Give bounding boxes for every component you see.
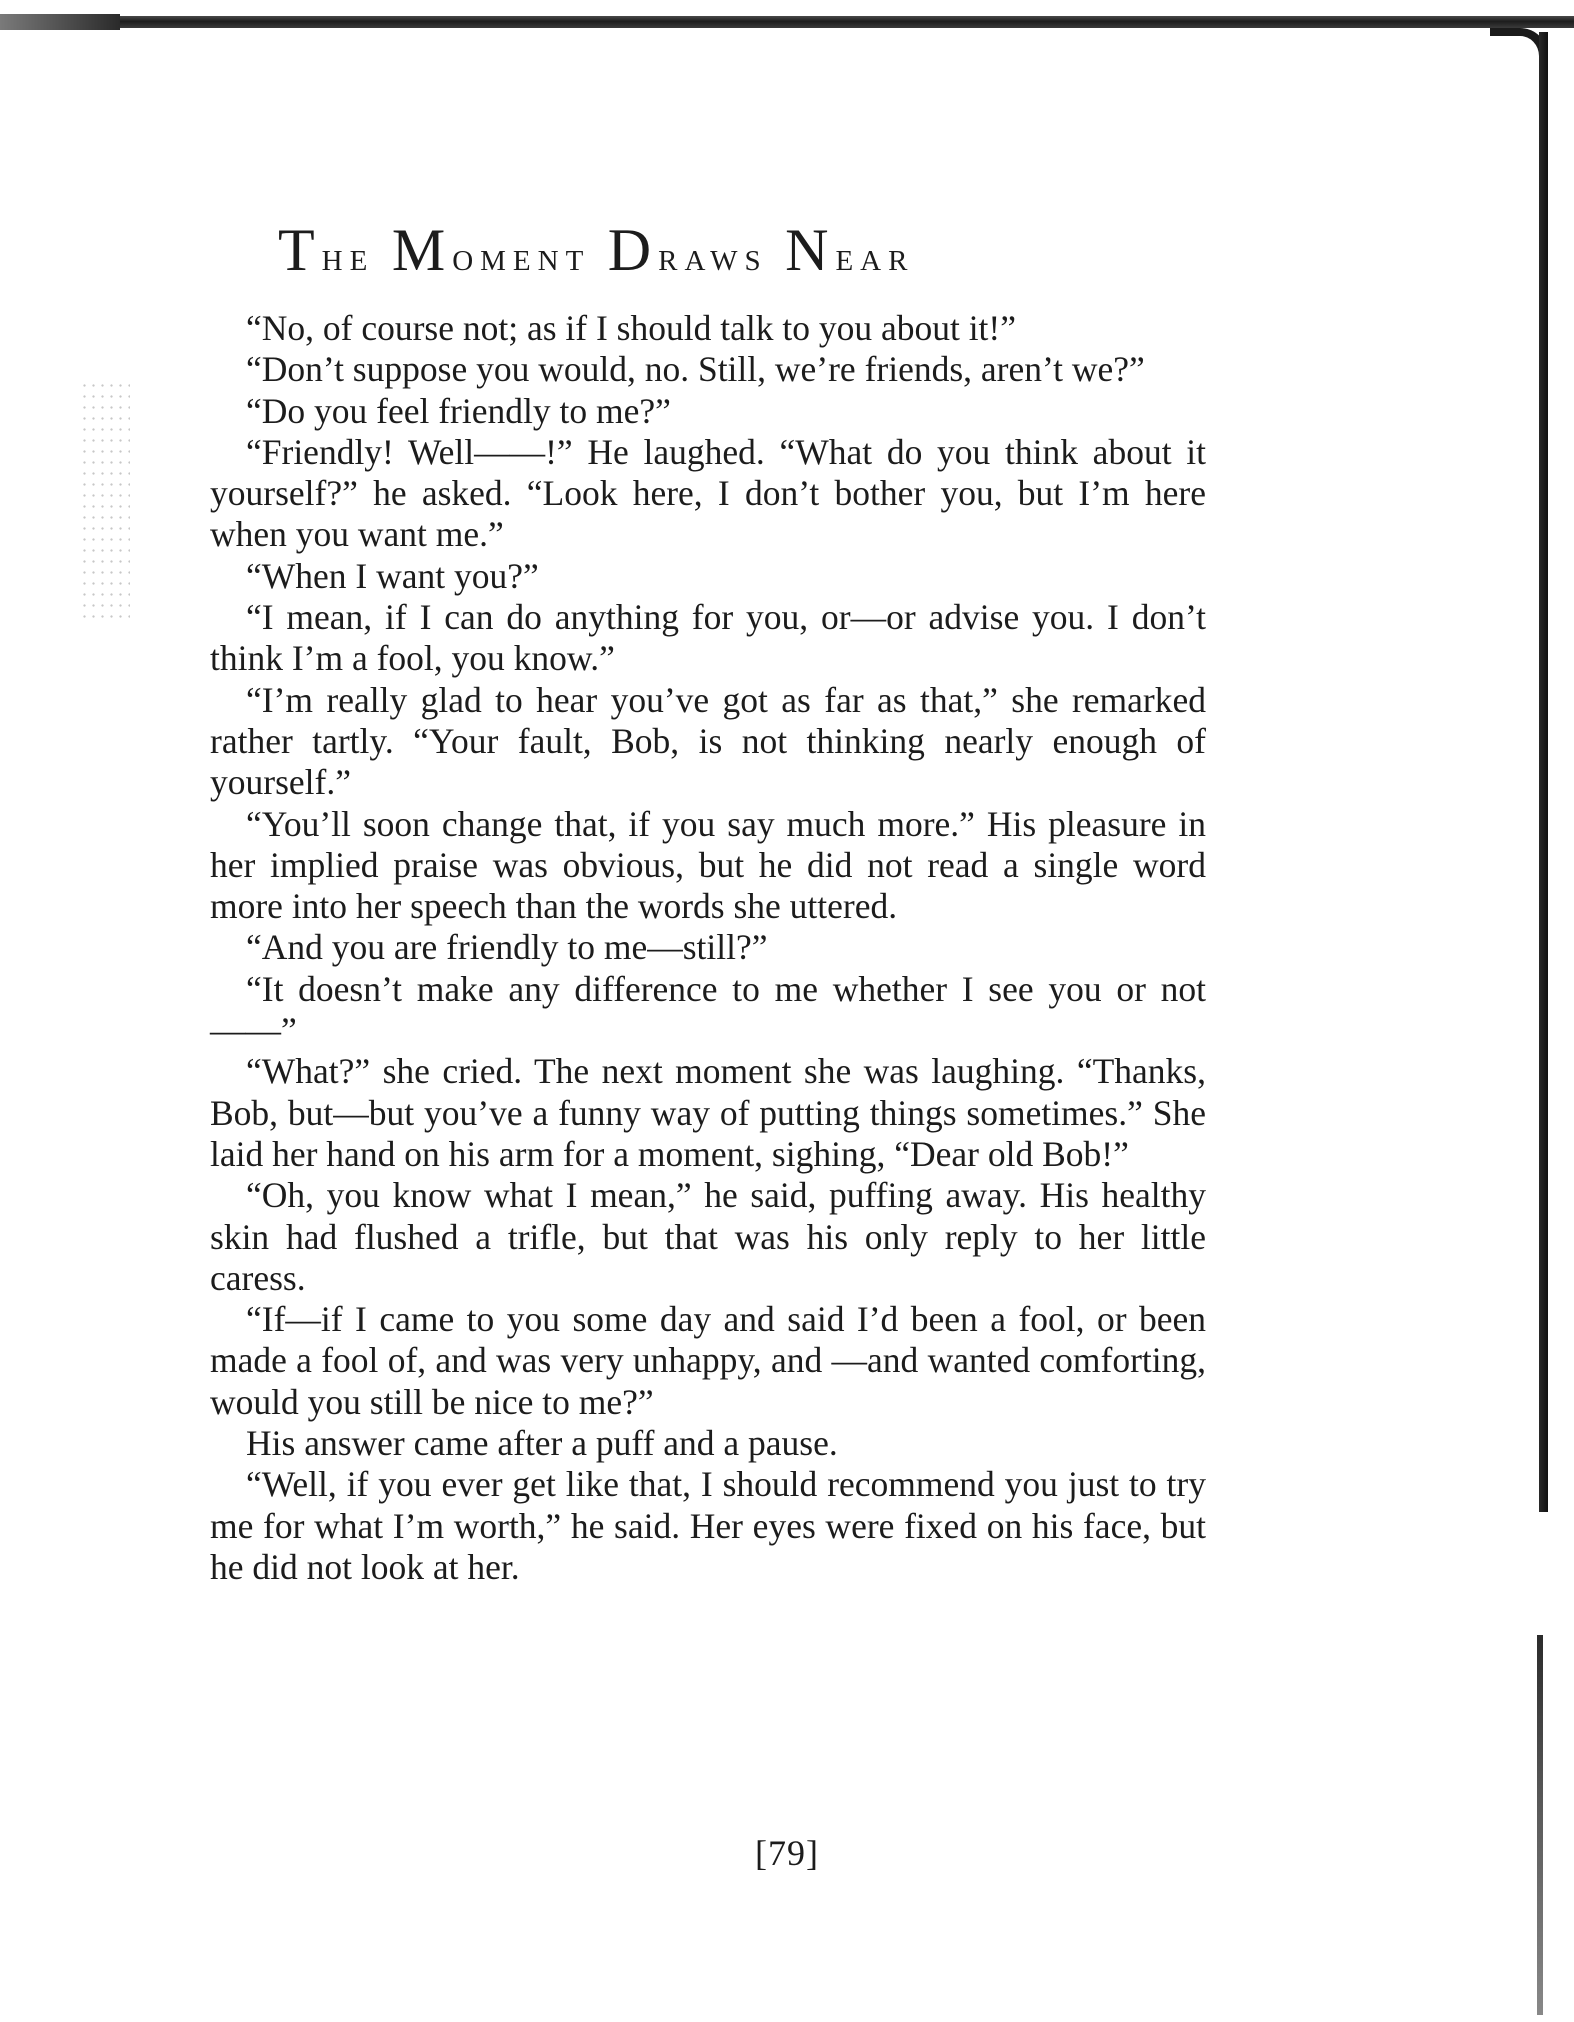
paragraph: “Oh, you know what I mean,” he said, puffing away. His healthy skin had flushed a trifle, but that was his only reply to her little caress. <box>210 1175 1206 1298</box>
paragraph: “Do you feel friendly to me?” <box>246 390 671 431</box>
paragraph: “Well, if you ever get like that, I should recommend you just to try me for what I’m worth,” he said. Her eyes were fixed on his face, but he did not look at her. <box>210 1464 1206 1587</box>
scan-right-edge <box>1539 32 1548 1512</box>
scan-right-lower-edge <box>1537 1635 1543 2015</box>
paragraph: “When I want you?” <box>246 555 539 596</box>
paragraph: “It doesn’t make any difference to me whether I see you or not——” <box>210 968 1206 1051</box>
paragraph: His answer came after a puff and a pause. <box>246 1423 838 1464</box>
scan-top-edge <box>0 16 1574 28</box>
paragraph: “I mean, if I can do anything for you, or—or advise you. I don’t think I’m a fool, you know.” <box>210 597 1206 679</box>
running-head-word-4: ear <box>835 234 915 280</box>
book-page <box>210 217 1206 1588</box>
paragraph: “What?” she cried. The next moment she was laughing. “Thanks, Bob, but—but you’ve a funny way of putting things sometimes.” She laid her hand on his arm for a moment, sighing, “Dear old Bob!” <box>210 1051 1206 1174</box>
paragraph: “No, of course not; as if I should talk to you about it!” <box>246 308 1016 348</box>
scan-left-speckle <box>80 380 130 620</box>
running-head <box>278 217 1278 283</box>
running-head-cap-2: M <box>391 217 453 283</box>
page-number: [79] <box>755 1833 819 1873</box>
paragraph: “Don’t suppose you would, no. Still, we’re friends, aren’t we?” <box>246 349 1145 390</box>
paragraph: “If—if I came to you some day and said I’d been a fool, or been made a fool of, and was very unhappy, and —and wanted comforting, would you still be nice to me?” <box>210 1299 1206 1422</box>
scan-top-smudge <box>0 14 120 30</box>
running-head-cap-1: T <box>278 217 322 283</box>
running-head-cap-4: N <box>785 217 836 283</box>
running-head-word-3: raws <box>658 234 768 280</box>
paragraph: “I’m really glad to hear you’ve got as far as that,” she remarked rather tartly. “Your fault, Bob, is not thinking nearly enough of yourself.” <box>210 679 1206 803</box>
paragraph: “And you are friendly to me—still?” <box>246 927 768 968</box>
paragraph: “You’ll soon change that, if you say much more.” His pleasure in her implied praise was obvious, but he did not read a single word more into her speech than the words she uttered. <box>210 803 1206 927</box>
paragraph: “Friendly! Well——!” He laughed. “What do you think about it yourself?” he asked. “Look here, I don’t bother you, but I’m here when you want me.” <box>210 431 1206 555</box>
running-head-word-1: he <box>321 234 375 280</box>
running-head-word-2: oment <box>452 234 591 280</box>
body-text <box>210 308 1206 1588</box>
running-head-cap-3: D <box>607 217 659 283</box>
